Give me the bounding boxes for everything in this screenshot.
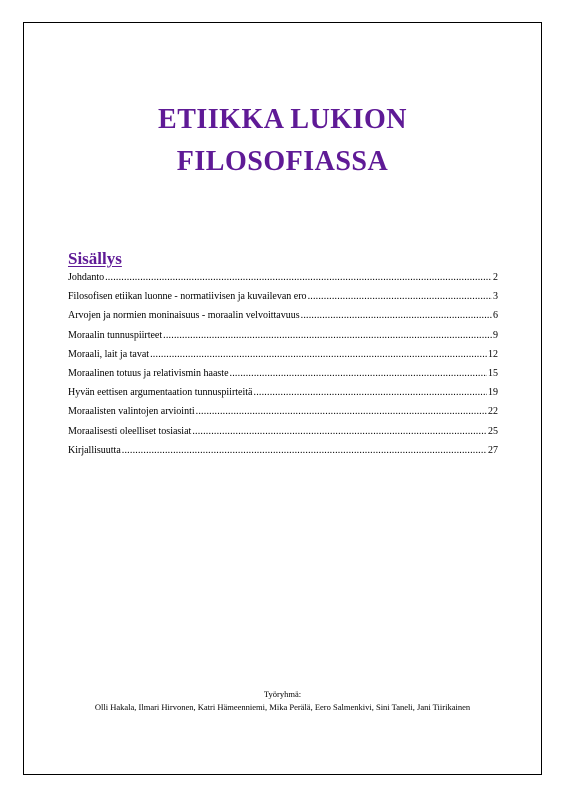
toc-entry[interactable] (68, 387, 498, 406)
toc-leader-dots (163, 330, 492, 341)
toc-heading: Sisällys (68, 249, 122, 268)
toc-entry-page: 27 (488, 444, 498, 456)
workgroup-members: Olli Hakala, Ilmari Hirvonen, Katri Hämeenniemi, Mika Perälä, Eero Salmenkivi, Sini Taneli, Jani Tiirikainen (94, 702, 471, 712)
toc-entry-label: Moraalinen totuus ja relativismin haaste (68, 367, 229, 379)
toc-entry[interactable] (68, 272, 498, 291)
credits (0, 688, 565, 714)
toc-entry-label: Arvojen ja normien moninaisuus - moraalin velvoittavuus (68, 310, 300, 322)
workgroup-label: Työryhmä: (263, 689, 302, 699)
title-line-1: ETIIKKA LUKION (158, 104, 407, 135)
toc-entry[interactable] (68, 291, 498, 310)
table-of-contents (68, 272, 498, 464)
toc-leader-dots (150, 349, 487, 360)
title-line-2: FILOSOFIASSA (176, 146, 389, 177)
toc-entry-page: 19 (488, 387, 498, 399)
toc-entry[interactable] (68, 406, 498, 425)
toc-entry-page: 3 (493, 291, 498, 303)
toc-leader-dots (301, 310, 492, 321)
toc-entry[interactable] (68, 349, 498, 368)
toc-entry-page: 12 (488, 348, 498, 360)
toc-entry-label: Moraali, lait ja tavat (68, 348, 150, 360)
toc-leader-dots (230, 368, 487, 379)
toc-leader-dots (308, 291, 492, 302)
toc-entry-label: Filosofisen etiikan luonne - normatiivisen ja kuvailevan ero (68, 291, 307, 303)
toc-entry-page: 22 (488, 406, 498, 418)
toc-leader-dots (254, 387, 488, 398)
toc-entry[interactable] (68, 445, 498, 464)
toc-entry-label: Hyvän eettisen argumentaation tunnuspiirteitä (68, 387, 253, 399)
toc-leader-dots (192, 426, 487, 437)
toc-entry[interactable] (68, 426, 498, 445)
toc-leader-dots (105, 272, 492, 283)
toc-leader-dots (122, 445, 487, 456)
toc-entry[interactable] (68, 330, 498, 349)
document-title (0, 99, 565, 183)
toc-entry-label: Moraalin tunnuspiirteet (68, 329, 163, 341)
toc-entry-page: 9 (493, 329, 498, 341)
toc-leader-dots (196, 406, 487, 417)
toc-entry[interactable] (68, 368, 498, 387)
toc-entry-label: Moraalisesti oleelliset tosiasiat (68, 425, 192, 437)
toc-entry-page: 6 (493, 310, 498, 322)
toc-entry-label: Kirjallisuutta (68, 444, 121, 456)
toc-entry-page: 2 (493, 272, 498, 283)
toc-entry-label: Johdanto (68, 272, 105, 283)
toc-entry-page: 15 (488, 367, 498, 379)
toc-entry-page: 25 (488, 425, 498, 437)
toc-entry[interactable] (68, 310, 498, 329)
toc-entry-label: Moraalisten valintojen arviointi (68, 406, 195, 418)
